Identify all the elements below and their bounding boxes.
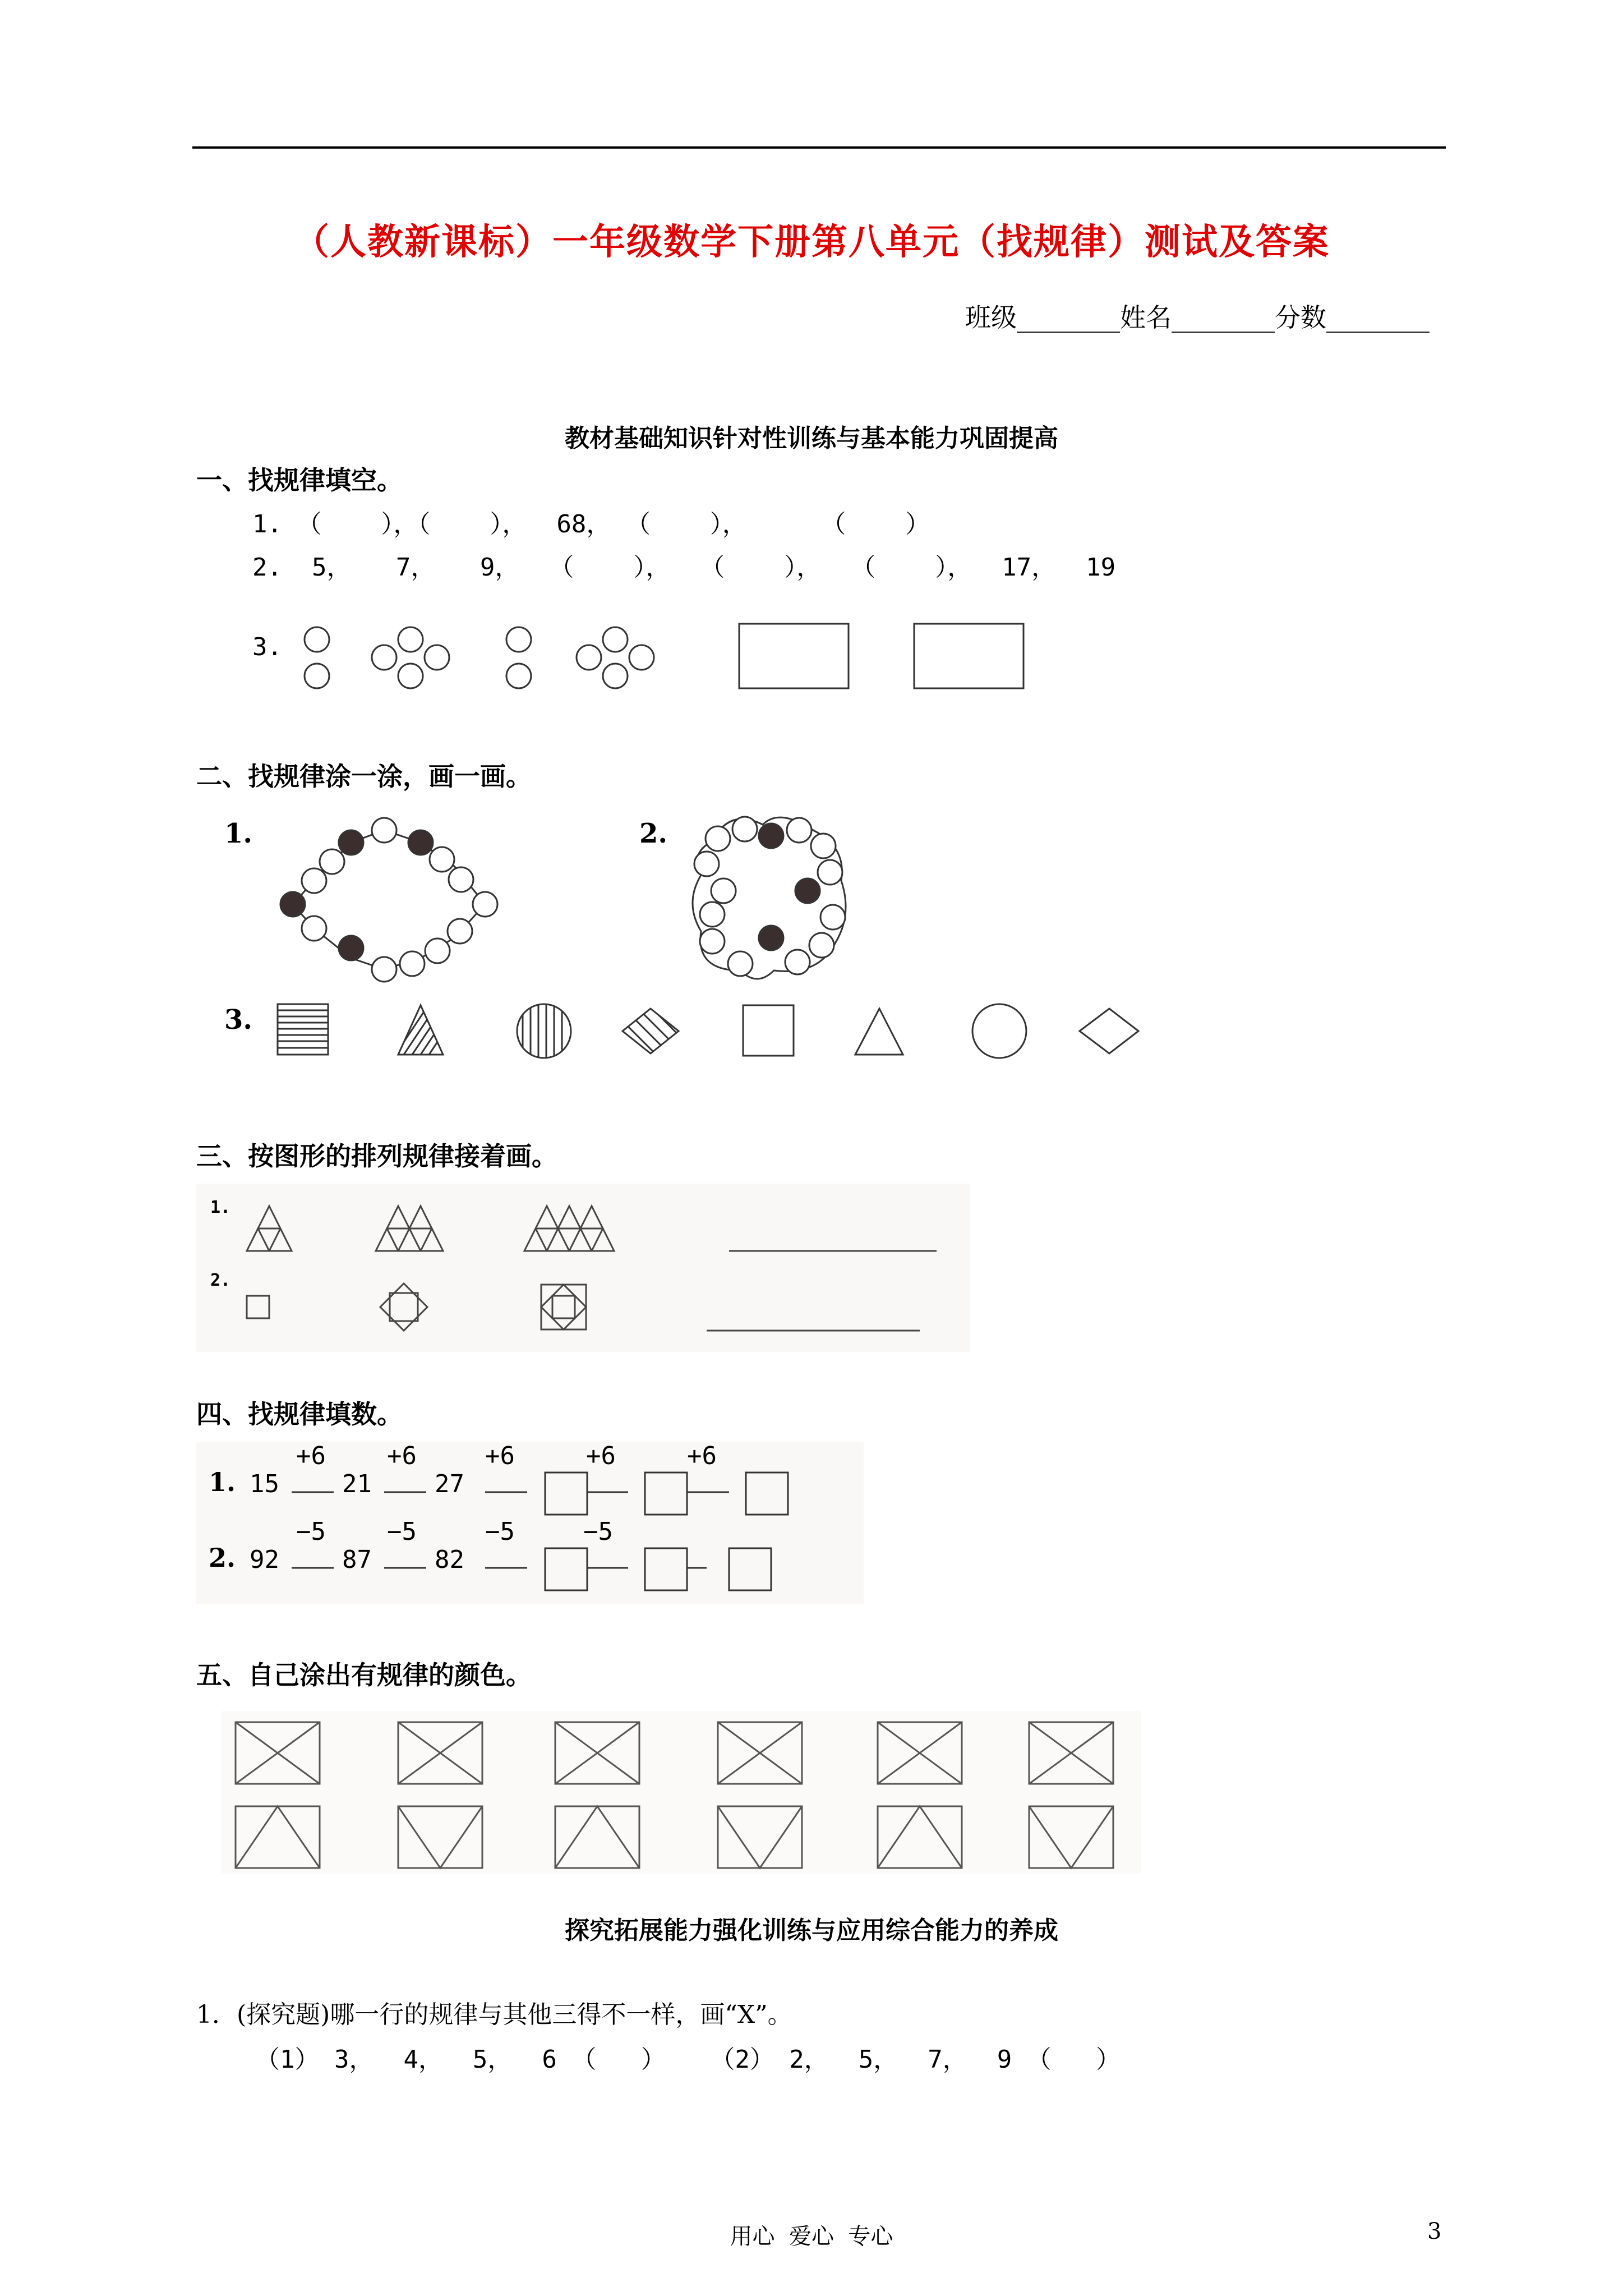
section1-q3-figures: [292, 617, 1077, 701]
section4-row1-op-3: +6: [485, 1442, 515, 1470]
section4-row1-op-2: +6: [387, 1442, 417, 1470]
section2-label-2: 2.: [639, 818, 668, 849]
section4-row1-label: 1.: [209, 1467, 236, 1497]
student-info-line: 班级________姓名________分数________: [965, 302, 1430, 333]
section4-row1-op-4: +6: [586, 1442, 616, 1470]
section2-title: 二、找规律涂一涂，画一画。: [196, 761, 532, 792]
section4-row1-op-5: +6: [687, 1442, 717, 1470]
section4-row2-op-1: −5: [296, 1517, 326, 1546]
section4-row2-op-2: −5: [387, 1517, 417, 1546]
section2-figure-3: [269, 999, 1166, 1066]
section3-label-2: 2.: [210, 1271, 231, 1290]
section4-row2-value-1: 92: [250, 1545, 279, 1574]
section2-figure-2: [679, 808, 864, 987]
section4-row2-value-2: 87: [342, 1545, 372, 1574]
section2-label-3: 3.: [224, 1004, 253, 1036]
section4-row1-value-2: 21: [342, 1470, 372, 1498]
section4-blank-boxes: [236, 1458, 852, 1604]
section1-q3-label: 3.: [252, 633, 282, 661]
section5-title: 五、自己涂出有规律的颜色。: [196, 1660, 532, 1690]
section4-row1-value-3: 27: [435, 1470, 464, 1498]
part2-q1-title: 1．(探究题)哪一行的规律与其他三得不一样，画“X”。: [196, 2000, 792, 2029]
section2-figure-1: [264, 813, 499, 982]
section4-title: 四、找规律填数。: [196, 1399, 403, 1429]
section1-title: 一、找规律填空。: [196, 465, 403, 495]
section4-row2-value-3: 82: [435, 1545, 464, 1574]
section4-row2-op-4: −5: [583, 1517, 613, 1546]
section5-figures: [230, 1717, 1127, 1874]
section4-row2-op-3: −5: [485, 1517, 515, 1546]
section1-q2: 2. 5， 7， 9， （ ）， （ ）， （ ）， 17， 19: [252, 553, 1116, 582]
document-title: （人教新课标）一年级数学下册第八单元（找规律）测试及答案: [293, 221, 1330, 263]
section4-row1-value-1: 15: [250, 1470, 279, 1498]
section3-title: 三、按图形的排列规律接着画。: [196, 1141, 557, 1171]
section4-row1-op-1: +6: [296, 1442, 326, 1470]
section2-label-1: 1.: [224, 818, 253, 849]
section3-figures: [241, 1195, 970, 1346]
part2-q1-line: （1） 3， 4， 5， 6 （ ） （2） 2， 5， 7， 9 （ ）: [255, 2045, 1121, 2074]
page-number: 3: [1427, 2219, 1442, 2244]
part2-heading: 探究拓展能力强化训练与应用综合能力的养成: [565, 1916, 1058, 1945]
section1-q1: 1. （ ），（ ）， 68， （ ）， （ ）: [252, 510, 930, 539]
section3-label-1: 1.: [210, 1198, 231, 1217]
section4-row2-label: 2.: [209, 1543, 236, 1573]
header-rule: [192, 146, 1446, 149]
part1-heading: 教材基础知识针对性训练与基本能力巩固提高: [565, 424, 1058, 453]
footer-text: 用心 爱心 专心: [730, 2224, 893, 2249]
